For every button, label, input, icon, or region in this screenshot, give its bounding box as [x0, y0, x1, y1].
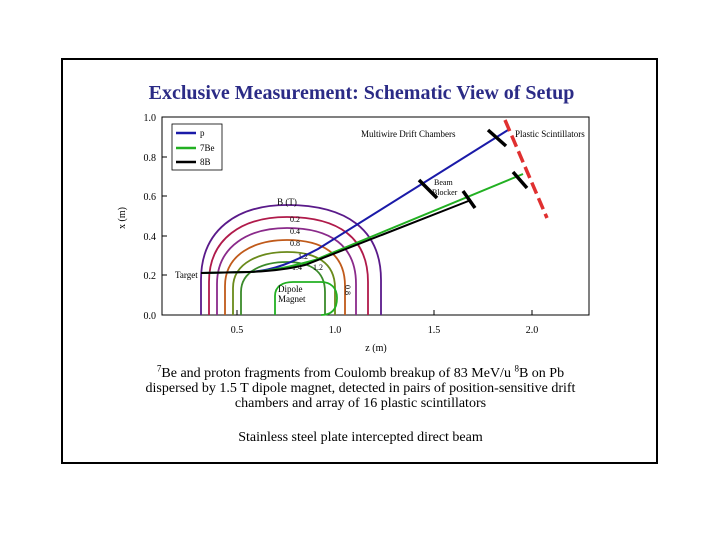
- caption-line-1: [83, 363, 638, 381]
- legend-label-p: p: [200, 128, 205, 138]
- field-level-label: 1.2: [298, 252, 308, 261]
- legend-label-8b: 8B: [200, 157, 211, 167]
- beam-blocker-label-1: Beam: [434, 178, 453, 187]
- x-tick-label: 2.0: [525, 325, 539, 336]
- b8-trajectory: [201, 200, 471, 273]
- setup-schematic: [63, 60, 660, 360]
- field-level-label: 1.2: [313, 263, 323, 272]
- figure-title: Exclusive Measurement: Schematic View of Setup: [148, 82, 575, 104]
- y-axis-label: x (m): [117, 207, 128, 229]
- beam-blocker-label-2: Blocker: [432, 188, 458, 197]
- legend: [172, 124, 222, 170]
- y-tick-label: 0.6: [143, 192, 156, 203]
- proton-trajectory: [201, 130, 508, 273]
- field-level-labels: [290, 215, 352, 295]
- caption-sup-7: 7: [156, 363, 162, 374]
- dipole-label-1: Dipole: [278, 284, 303, 294]
- legend-label-7be: 7Be: [200, 143, 215, 153]
- caption-sup-8: 8: [514, 363, 519, 374]
- field-level-label: 0.8: [290, 239, 300, 248]
- y-tick-label: 0.2: [143, 271, 156, 282]
- caption-line-3: chambers and array of 16 plastic scintillators: [234, 396, 487, 411]
- dipole-label-2: Magnet: [278, 294, 306, 304]
- scintillator-label: Plastic Scintillators: [515, 129, 585, 139]
- field-level-label: 1.4: [292, 263, 302, 272]
- y-tick-label: 0.8: [143, 153, 156, 164]
- caption-line-4: Stainless steel plate intercepted direct beam: [238, 430, 483, 445]
- caption-block: [83, 363, 638, 411]
- y-tick-label: 0.0: [143, 311, 156, 322]
- x-tick-label: 0.5: [230, 325, 244, 336]
- x-axis-label: z (m): [365, 343, 387, 354]
- plot-area: [162, 117, 589, 315]
- mwdc-label: Multiwire Drift Chambers: [361, 129, 456, 139]
- field-level-label: 0.2: [290, 215, 300, 224]
- target-label: Target: [175, 270, 198, 280]
- x-tick-label: 1.0: [328, 325, 342, 336]
- caption-line-2: dispersed by 1.5 T dipole magnet, detected in pairs of position-sensitive drift: [145, 381, 576, 396]
- field-level-label: 0.8: [343, 285, 352, 295]
- caption-line-1-text: Be and proton fragments from Coulomb breakup of 83 MeV/u: [161, 366, 515, 381]
- caption-line-1-end: B on Pb: [518, 366, 565, 381]
- y-axis: [117, 113, 167, 322]
- x-tick-label: 1.5: [427, 325, 441, 336]
- field-level-label: 0.4: [290, 227, 300, 236]
- y-tick-label: 1.0: [143, 113, 156, 124]
- field-label: B (T): [277, 197, 297, 207]
- figure-frame: [61, 58, 658, 464]
- y-tick-label: 0.4: [143, 232, 156, 243]
- x-axis: [231, 310, 539, 354]
